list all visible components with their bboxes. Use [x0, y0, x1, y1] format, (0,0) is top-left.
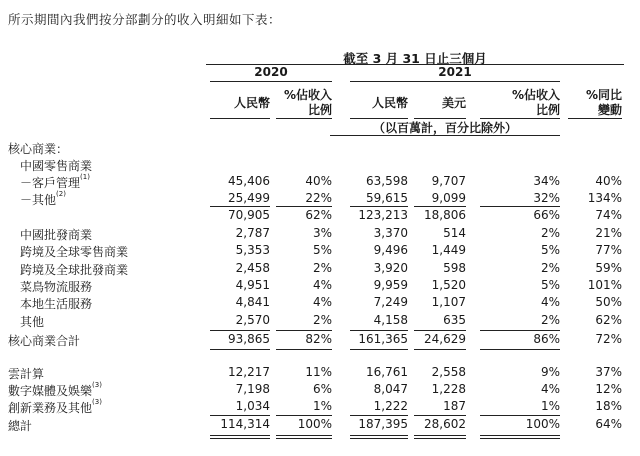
- col-header-pct-2021: [480, 88, 560, 118]
- col-header-yoy-line1: %同比: [585, 88, 622, 102]
- cell-pct-2021: 34%: [533, 174, 560, 188]
- table-row: [0, 157, 640, 175]
- cell-rmb-2020: 25,499: [228, 191, 270, 205]
- cell-pct-2021: 2%: [540, 226, 560, 240]
- cell-pct-2021: 1%: [540, 399, 560, 413]
- row-label-text: 創新業務及其他: [8, 401, 93, 415]
- cell-usd-2021: 635: [443, 313, 466, 327]
- cell-pct-2020: 100%: [297, 417, 332, 431]
- col-header-pct-2021-line2: 比例: [535, 103, 560, 117]
- row-label-text: 數字媒體及娛樂: [8, 384, 93, 398]
- subtotal-rule: [480, 206, 560, 207]
- cell-rmb-2020: 7,198: [235, 382, 270, 396]
- row-label-text: －客戶管理: [20, 176, 81, 190]
- cell-rmb-2021: 161,365: [358, 332, 408, 346]
- cell-rmb-2020: 12,217: [228, 365, 270, 379]
- grand-total-rule-double: [350, 438, 408, 439]
- cell-rmb-2020: 4,951: [235, 278, 270, 292]
- cell-pct-2021: 2%: [540, 261, 560, 275]
- row-label: [20, 157, 92, 174]
- cell-rmb-2021: 63,598: [366, 174, 408, 188]
- cell-pct-2021: 2%: [540, 313, 560, 327]
- core-total-rule-bottom: [414, 349, 466, 350]
- cell-usd-2021: 9,707: [431, 174, 466, 188]
- cell-rmb-2020: 1,034: [235, 399, 270, 413]
- row-label-text: 中國零售商業: [20, 159, 93, 173]
- cell-pct-2020: 62%: [305, 208, 332, 222]
- cell-rmb-2021: 8,047: [373, 382, 408, 396]
- cell-usd-2021: 187: [443, 399, 466, 413]
- cell-usd-2021: 1,520: [431, 278, 466, 292]
- cell-pct-2021: 100%: [525, 417, 560, 431]
- grand-total-rule-double: [414, 438, 466, 439]
- row-label-text: 中國批發商業: [20, 228, 93, 242]
- col-header-yoy: [568, 88, 622, 118]
- cell-usd-2021: 514: [443, 226, 466, 240]
- footnote-ref: (1): [80, 173, 90, 181]
- cell-rmb-2020: 2,787: [235, 226, 270, 240]
- cell-rmb-2021: 123,213: [358, 208, 408, 222]
- intro-text: 所示期間內我們按分部劃分的收入明細如下表：: [8, 12, 282, 27]
- cell-yoy: 64%: [595, 417, 622, 431]
- cell-yoy: 74%: [595, 208, 622, 222]
- table-row: [0, 261, 640, 279]
- unit-note: （以百萬計，百分比除外）: [372, 121, 517, 135]
- cell-rmb-2020: 45,406: [228, 174, 270, 188]
- subtotal-rule: [210, 206, 270, 207]
- table-row: [0, 295, 640, 313]
- col-header-pct-2020-line2: 比例: [307, 103, 332, 117]
- cell-rmb-2020: 114,314: [220, 417, 270, 431]
- cell-usd-2021: 1,107: [431, 295, 466, 309]
- cell-pct-2020: 6%: [312, 382, 332, 396]
- row-label-text: 總計: [8, 419, 33, 433]
- cell-rmb-2020: 2,458: [235, 261, 270, 275]
- table-row: [0, 208, 640, 226]
- cell-rmb-2021: 1,222: [373, 399, 408, 413]
- cell-usd-2021: 1,449: [431, 243, 466, 257]
- cell-yoy: 21%: [595, 226, 622, 240]
- cell-rmb-2021: 4,158: [373, 313, 408, 327]
- cell-rmb-2020: 4,841: [235, 295, 270, 309]
- cell-yoy: 59%: [595, 261, 622, 275]
- year-2021-underline: [350, 81, 560, 82]
- row-label: [20, 261, 128, 278]
- row-label: [8, 332, 80, 349]
- cell-pct-2020: 4%: [312, 295, 332, 309]
- table-row: [0, 278, 640, 296]
- grand-total-rule-top: [414, 415, 466, 416]
- row-label-text: 本地生活服務: [20, 297, 93, 311]
- table-row: [0, 417, 640, 435]
- cell-pct-2020: 2%: [312, 313, 332, 327]
- cell-rmb-2021: 59,615: [366, 191, 408, 205]
- row-label: [8, 140, 68, 157]
- grand-total-rule-bottom: [350, 435, 408, 436]
- cell-pct-2020: 40%: [305, 174, 332, 188]
- cell-pct-2021: 5%: [540, 243, 560, 257]
- cell-rmb-2020: 5,353: [235, 243, 270, 257]
- table-row: [0, 243, 640, 261]
- row-label-text: 其他: [20, 315, 45, 329]
- grand-total-rule-top: [480, 415, 560, 416]
- col-header-pct-2021-line1: %佔收入: [511, 88, 560, 102]
- cell-rmb-2021: 16,761: [366, 365, 408, 379]
- row-label: [20, 191, 66, 208]
- table-row: [0, 226, 640, 244]
- cell-pct-2021: 66%: [533, 208, 560, 222]
- cell-pct-2021: 32%: [533, 191, 560, 205]
- cell-rmb-2021: 9,959: [373, 278, 408, 292]
- grand-total-rule-bottom: [414, 435, 466, 436]
- cell-yoy: 134%: [587, 191, 622, 205]
- cell-usd-2021: 1,228: [431, 382, 466, 396]
- cell-yoy: 77%: [595, 243, 622, 257]
- cell-yoy: 18%: [595, 399, 622, 413]
- core-total-rule-top: [350, 330, 408, 331]
- year-2020-header: 2020: [254, 65, 288, 79]
- table-row: [0, 332, 640, 350]
- table-row: [0, 313, 640, 331]
- col-header-pct-2020-line1: %佔收入: [283, 88, 332, 102]
- core-total-rule-top: [210, 330, 270, 331]
- row-label-text: －其他: [20, 193, 57, 207]
- cell-pct-2021: 9%: [540, 365, 560, 379]
- cell-rmb-2020: 70,905: [228, 208, 270, 222]
- core-total-rule-top: [480, 330, 560, 331]
- subtotal-rule: [276, 206, 332, 207]
- cell-usd-2021: 18,806: [424, 208, 466, 222]
- year-2021-header: 2021: [438, 65, 472, 79]
- header-rule-pct-2020: [276, 118, 332, 119]
- grand-total-rule-bottom: [210, 435, 270, 436]
- cell-pct-2020: 1%: [312, 399, 332, 413]
- grand-total-rule-top: [350, 415, 408, 416]
- row-label-text: 跨境及全球零售商業: [20, 245, 129, 259]
- core-total-rule-bottom: [480, 349, 560, 350]
- cell-pct-2020: 5%: [312, 243, 332, 257]
- cell-yoy: 62%: [595, 313, 622, 327]
- cell-pct-2021: 5%: [540, 278, 560, 292]
- col-header-pct-2020: [276, 88, 332, 118]
- period-header: 截至 3 月 31 日止三個月: [343, 51, 487, 66]
- core-total-rule-bottom: [210, 349, 270, 350]
- year-2020-underline: [210, 81, 332, 82]
- unit-note-underline: [330, 135, 560, 136]
- grand-total-rule-top: [276, 415, 332, 416]
- subtotal-rule: [414, 206, 466, 207]
- cell-pct-2020: 3%: [312, 226, 332, 240]
- footnote-ref: (3): [92, 381, 102, 389]
- footnote-ref: (2): [56, 190, 66, 198]
- core-total-rule-bottom: [276, 349, 332, 350]
- header-rule-rmb-2020: [210, 118, 270, 119]
- cell-yoy: 101%: [587, 278, 622, 292]
- core-total-rule-top: [414, 330, 466, 331]
- cell-yoy: 72%: [595, 332, 622, 346]
- cell-pct-2020: 2%: [312, 261, 332, 275]
- header-rule-yoy: [568, 118, 622, 119]
- grand-total-rule-double: [210, 438, 270, 439]
- col-header-usd-2021: 美元: [441, 96, 466, 110]
- cell-pct-2020: 11%: [305, 365, 332, 379]
- cell-rmb-2021: 9,496: [373, 243, 408, 257]
- cell-pct-2021: 4%: [540, 382, 560, 396]
- row-label: [20, 174, 90, 191]
- row-label-text: 核心商業合計: [8, 334, 81, 348]
- cell-yoy: 12%: [595, 382, 622, 396]
- grand-total-rule-bottom: [480, 435, 560, 436]
- cell-yoy: 40%: [595, 174, 622, 188]
- row-label: [20, 243, 128, 260]
- cell-rmb-2021: 3,370: [373, 226, 408, 240]
- col-header-rmb-2020: 人民幣: [233, 96, 270, 110]
- cell-rmb-2020: 2,570: [235, 313, 270, 327]
- grand-total-rule-double: [276, 438, 332, 439]
- subtotal-rule: [350, 206, 408, 207]
- cell-rmb-2021: 3,920: [373, 261, 408, 275]
- col-header-yoy-line2: 變動: [597, 103, 622, 117]
- grand-total-rule-top: [210, 415, 270, 416]
- cell-pct-2020: 4%: [312, 278, 332, 292]
- core-total-rule-top: [276, 330, 332, 331]
- cell-pct-2021: 86%: [533, 332, 560, 346]
- grand-total-rule-double: [480, 438, 560, 439]
- cell-usd-2021: 28,602: [424, 417, 466, 431]
- cell-usd-2021: 2,558: [431, 365, 466, 379]
- cell-usd-2021: 598: [443, 261, 466, 275]
- row-label-text: 雲計算: [8, 367, 45, 381]
- row-label: [8, 399, 102, 416]
- row-label: [8, 382, 102, 399]
- row-label: [8, 365, 44, 382]
- cell-rmb-2021: 7,249: [373, 295, 408, 309]
- row-label: [8, 417, 32, 434]
- cell-usd-2021: 9,099: [431, 191, 466, 205]
- table-row: [0, 174, 640, 192]
- cell-pct-2020: 22%: [305, 191, 332, 205]
- row-label: [20, 226, 92, 243]
- table-row: [0, 140, 640, 158]
- grand-total-rule-bottom: [276, 435, 332, 436]
- cell-yoy: 37%: [595, 365, 622, 379]
- core-total-rule-bottom: [350, 349, 408, 350]
- footnote-ref: (3): [92, 398, 102, 406]
- cell-yoy: 50%: [595, 295, 622, 309]
- cell-usd-2021: 24,629: [424, 332, 466, 346]
- col-header-rmb-2021: 人民幣: [371, 96, 408, 110]
- cell-pct-2020: 82%: [305, 332, 332, 346]
- row-label-text: 菜鳥物流服務: [20, 280, 93, 294]
- row-label-text: 核心商業：: [8, 142, 69, 156]
- row-label: [20, 278, 92, 295]
- row-label-text: 跨境及全球批發商業: [20, 263, 129, 277]
- cell-rmb-2020: 93,865: [228, 332, 270, 346]
- row-label: [20, 313, 44, 330]
- row-label: [20, 295, 92, 312]
- cell-pct-2021: 4%: [540, 295, 560, 309]
- cell-rmb-2021: 187,395: [358, 417, 408, 431]
